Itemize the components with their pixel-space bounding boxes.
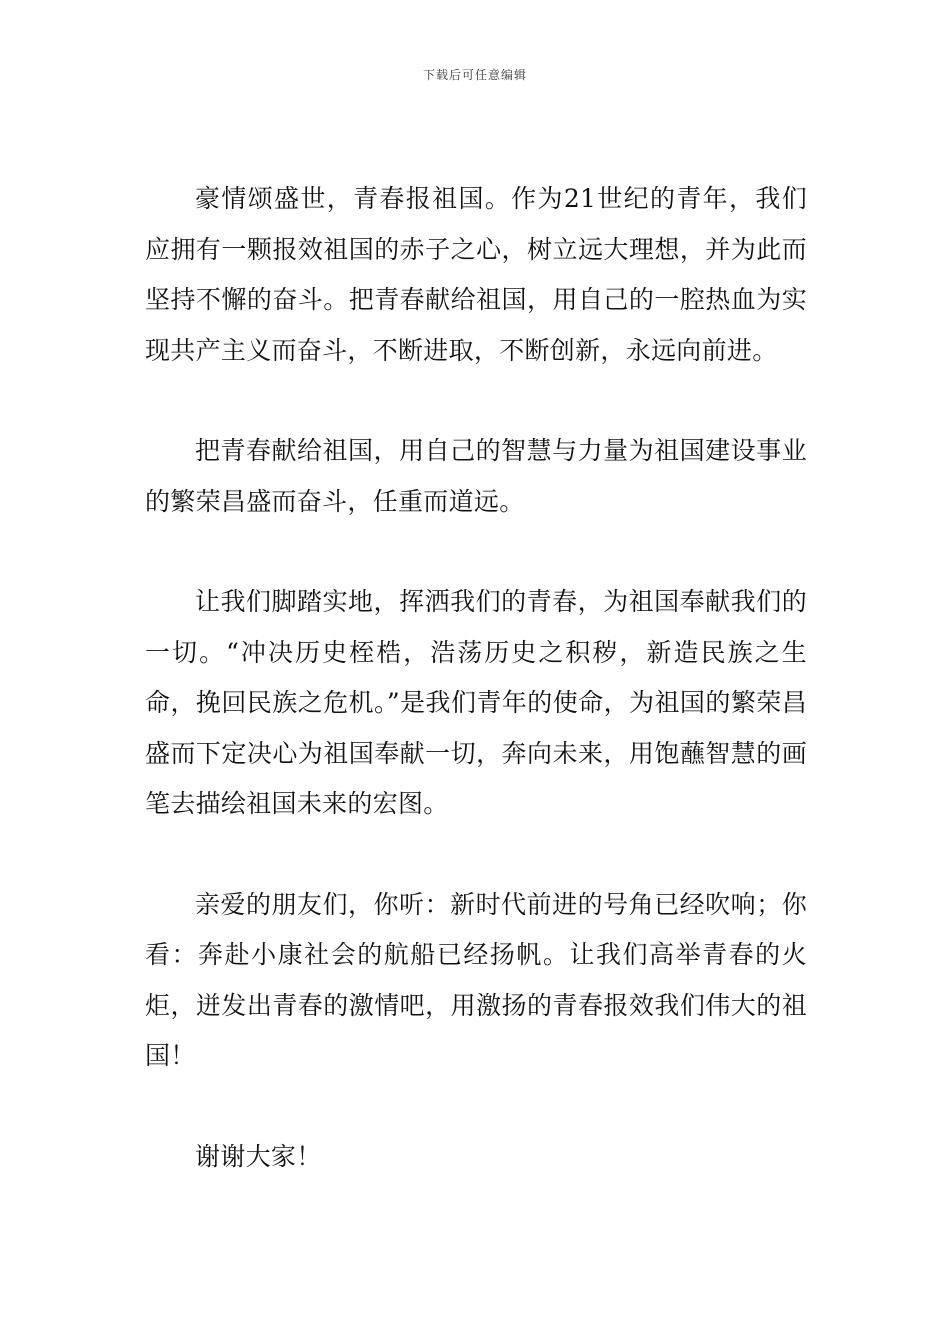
- header-note: 下载后可任意编辑: [422, 68, 527, 82]
- closing-line: 谢谢大家！: [195, 1141, 322, 1171]
- paragraph-1: 豪情颂盛世，青春报祖国。作为21世纪的青年，我们应拥有一颗报效祖国的赤子之心，树立远大理想，并为此而坚持不懈的奋斗。把青春献给祖国，用自己的一腔热血为实现共产主义而奋斗，不断进取，不断创新，永远向前进。: [145, 184, 807, 365]
- paragraph-4: 亲爱的朋友们，你听：新时代前进的号角已经吹响；你看：奔赴小康社会的航船已经扬帆。让我们高举青春的火炬，迸发出青春的激情吧，用激扬的青春报效我们伟大的祖国！: [145, 889, 807, 1070]
- document-body: [145, 174, 807, 1182]
- paragraph-2: 把青春献给祖国，用自己的智慧与力量为祖国建设事业的繁荣昌盛而奋斗，任重而道远。: [145, 436, 807, 516]
- paragraph-3: 让我们脚踏实地，挥洒我们的青春，为祖国奉献我们的一切。“冲决历史桎梏，浩荡历史之积秽，新造民族之生命，挽回民族之危机。”是我们青年的使命，为祖国的繁荣昌盛而下定决心为祖国奉献一切，奔向未来，用饱蘸智慧的画笔去描绘祖国未来的宏图。: [145, 587, 807, 818]
